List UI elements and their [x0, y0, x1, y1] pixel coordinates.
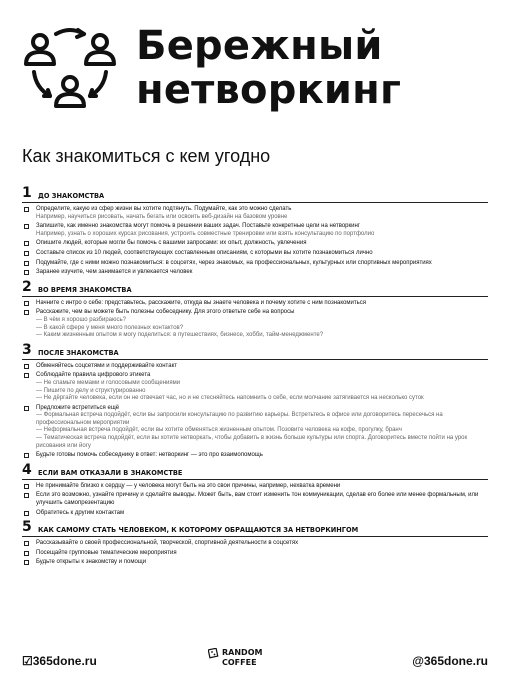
item-text: Будьте готовы помочь собеседнику в ответ: нетворкинг — это про взаимопомощь [36, 452, 263, 459]
section-2 [22, 280, 488, 340]
item-subtext: — Формальная встреча подойдёт, если вы запросили консультацию по развитию карьеры. Встретьтесь в офисе или договоритесь пересечься на профессиональном мероприятии [36, 412, 443, 426]
item-text: Не принимайте близко к сердцу — у человека могут быть на это свои причины, например, нехватка времени [36, 482, 341, 489]
page-subtitle: Как знакомиться с кем угодно [22, 146, 271, 166]
section-title: ВО ВРЕМЯ ЗНАКОМСТВА [38, 285, 132, 294]
checkbox[interactable] [24, 224, 29, 229]
item-subtext: — Неформальная встреча подойдёт, если вы хотите обменяться жизненным опытом. Позовите человека на кофе, прогулку, бранч [36, 427, 402, 434]
section-header [22, 520, 488, 537]
checklist-item [22, 309, 488, 339]
section-1 [22, 186, 488, 277]
item-subtext: — Не дёргайте человека, если он не отвечает час, но и не стесняйтесь напомнить о себе, если молчание затягивается на несколько суток [36, 395, 424, 402]
checklist-item [22, 452, 488, 460]
item-subtext: — Не спамьте мемами и голосовыми сообщениями [36, 379, 181, 386]
checkbox[interactable] [24, 207, 29, 212]
dice-icon [208, 648, 220, 662]
section-title: ДО ЗНАКОМСТВА [38, 192, 105, 200]
checklist-item [22, 540, 488, 548]
item-text: Заранее изучите, чем занимается и увлекается человек [36, 269, 193, 276]
section-title: ПОСЛЕ ЗНАКОМСТВА [38, 348, 119, 357]
checklist-item [22, 559, 488, 567]
page-title [136, 24, 401, 112]
checkbox[interactable] [24, 484, 29, 489]
footer [0, 640, 510, 677]
header [0, 0, 510, 166]
site-link-right[interactable]: @365done.ru [412, 654, 488, 668]
checklist-item [22, 300, 488, 308]
checkbox[interactable] [24, 241, 29, 246]
item-text: Начните с интро о себе: представьтесь, расскажите, откуда вы знаете человека и почему хотите с ним познакомиться [36, 299, 366, 306]
brand-line-1: RANDOM [222, 648, 263, 657]
title-line-1: Бережный [136, 23, 383, 69]
site-link-left[interactable]: ☑365done.ru [22, 654, 97, 668]
item-text: Если это возможно, узнайте причину и сделайте выводы. Может быть, вам стоит изменить тон коммуникации, сделав его более или менее формальным, или улучшить самопрезентацию [36, 492, 479, 507]
section-title: ЕСЛИ ВАМ ОТКАЗАЛИ В ЗНАКОМСТВЕ [38, 468, 183, 477]
checkbox[interactable] [24, 301, 29, 306]
checkbox[interactable] [24, 270, 29, 275]
item-subtext: — Каким жизненным опытом я могу поделиться: в путешествиях, бизнесе, хобби, тайм-менеджменте? [36, 332, 324, 339]
random-coffee-logo [208, 644, 298, 674]
checklist-item [22, 372, 488, 402]
item-subtext: — В какой сфере у меня много полезных контактов? [36, 324, 184, 331]
checkbox[interactable] [24, 406, 29, 411]
item-text: Обменяйтесь соцсетями и поддерживайте контакт [36, 362, 178, 369]
item-text: Будьте открыты к знакомству и помощи [36, 559, 147, 566]
checkbox[interactable] [24, 364, 29, 369]
item-text: Подумайте, где с ними можно познакомиться: в соцсетях, через знакомых, на профессиональных, культурных или спортивных мероприятиях [36, 259, 432, 266]
checklist-item [22, 483, 488, 491]
section-title: КАК САМОМУ СТАТЬ ЧЕЛОВЕКОМ, К КОТОРОМУ ОБРАЩАЮТСЯ ЗА НЕТВОРКИНГОМ [38, 526, 359, 535]
checkbox[interactable] [24, 511, 29, 516]
item-subtext: Например, узнать о хороших курсах рисования, устроить совместные тренировки или взять консультацию по портфолио [36, 230, 375, 237]
item-text: Запишите, как именно знакомства могут помочь в решении ваших задач. Поставьте конкретные цели на нетворкинг [36, 223, 360, 230]
checklist-item [22, 510, 488, 518]
checkbox[interactable] [24, 453, 29, 458]
section-header [22, 280, 488, 297]
checklist-item [22, 250, 488, 258]
item-text: Расскажите, чем вы можете быть полезны собеседнику. Для этого ответьте себе на вопросы [36, 309, 295, 316]
item-text: Опишите людей, которые могли бы помочь с вашими запросами: их опыт, должность, увлечения [36, 240, 307, 247]
title-line-2: нетворкинг [136, 67, 402, 113]
people-network-icon [20, 22, 120, 112]
section-header [22, 343, 488, 360]
checklist-item [22, 405, 488, 451]
checkbox[interactable] [24, 541, 29, 546]
checkbox[interactable] [24, 560, 29, 565]
checkbox[interactable] [24, 261, 29, 266]
item-text: Определите, какую из сфер жизни вы хотите подтянуть. Подумайте, как это можно сделать [36, 206, 292, 212]
checklist-item [22, 269, 488, 277]
section-number: 4 [22, 461, 32, 478]
item-text: Посещайте групповые тематические мероприятия [36, 549, 177, 556]
item-text: Составьте список из 10 людей, соответствующих составленным описаниям, с которыми вы хотите познакомиться лично [36, 249, 373, 256]
item-subtext: — В чём я хорошо разбираюсь? [36, 316, 126, 323]
checklist-item [22, 363, 488, 371]
section-number: 1 [22, 185, 32, 201]
checklist-item [22, 240, 488, 248]
checkbox[interactable] [24, 551, 29, 556]
brand-line-2: COFFEE [222, 658, 257, 667]
section-number: 2 [22, 278, 32, 295]
section-header [22, 186, 488, 203]
checkbox[interactable] [24, 493, 29, 498]
checklist-item [22, 223, 488, 238]
section-3 [22, 343, 488, 460]
item-text: Рассказывайте о своей профессиональной, творческой, спортивной деятельности в соцсетях [36, 540, 299, 547]
item-subtext: — Пишите по делу и структурированно [36, 387, 146, 394]
item-subtext: Например, научиться рисовать, начать бегать или освоить веб-дизайн на базовом уровне [36, 213, 288, 220]
item-text: Обратитесь к другим контактам [36, 509, 125, 516]
checklist-item [22, 206, 488, 221]
checklist [22, 186, 488, 570]
checklist-item [22, 492, 488, 507]
checklist-item [22, 260, 488, 268]
checkbox[interactable] [24, 251, 29, 256]
section-header [22, 463, 488, 480]
section-4 [22, 463, 488, 517]
checklist-item [22, 550, 488, 558]
section-number: 5 [22, 519, 32, 536]
checkbox[interactable] [24, 373, 29, 378]
section-5 [22, 520, 488, 567]
item-text: Соблюдайте правила цифрового этикета [36, 372, 151, 379]
item-subtext: — Тематическая встреча подойдёт, если вы хотите нетворкать, чтобы добавить в жизнь больше культуры или спорта. Договоритесь вместе пойти на урок рисования или йогу [36, 435, 468, 449]
checkbox[interactable] [24, 310, 29, 315]
item-text: Предложите встретиться ещё [36, 404, 120, 411]
section-number: 3 [22, 341, 32, 358]
